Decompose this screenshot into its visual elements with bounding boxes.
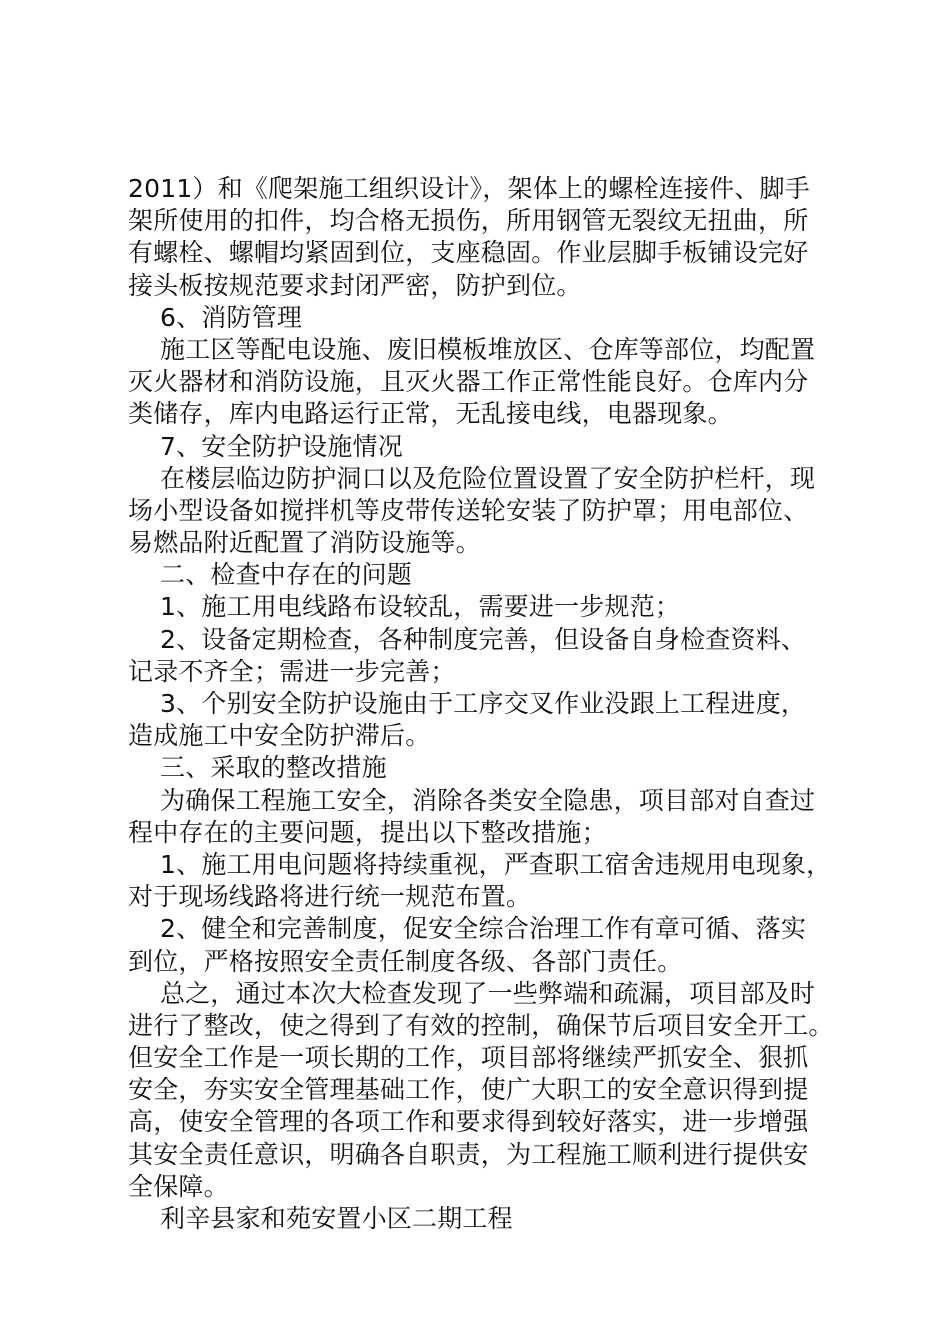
- text-line: 记录不齐全；需进一步完善；: [128, 656, 456, 686]
- text-line: 在楼层临边防护洞口以及危险位置设置了安全防护栏杆，现: [160, 463, 816, 493]
- text-line: 到位，严格按照安全责任制度各级、各部门责任。: [128, 946, 683, 976]
- text-line: 场小型设备如搅拌机等皮带传送轮安装了防护罩；用电部位、: [128, 495, 809, 525]
- text-line: 6、消防管理: [160, 302, 303, 332]
- text-line: 但安全工作是一项长期的工作，项目部将继续严抓安全、狠抓: [128, 1043, 809, 1073]
- text-line: 类储存，库内电路运行正常，无乱接电线，电器现象。: [128, 399, 733, 429]
- text-line: 接头板按规范要求封闭严密，防护到位。: [128, 270, 582, 300]
- text-line: 有螺栓、螺帽均紧固到位，支座稳固。作业层脚手板铺设完好: [128, 238, 809, 268]
- text-line: 施工区等配电设施、废旧模板堆放区、仓库等部位，均配置: [160, 334, 816, 364]
- text-line: 其安全责任意识，明确各自职责，为工程施工顺利进行提供安: [128, 1139, 809, 1169]
- text-line: 利辛县家和苑安置小区二期工程: [160, 1204, 513, 1233]
- text-line: 架所使用的扣件，均合格无损伤，所用钢管无裂纹无扭曲，所: [128, 206, 809, 236]
- text-line: 为确保工程施工安全，消除各类安全隐患，项目部对自查过: [160, 785, 816, 815]
- text-line: 进行了整改，使之得到了有效的控制，确保节后项目安全开工。: [128, 1010, 834, 1040]
- text-line: 灭火器材和消防设施，且灭火器工作正常性能良好。仓库内分: [128, 367, 809, 397]
- text-line: 2、健全和完善制度，促安全综合治理工作有章可循、落实: [160, 914, 807, 944]
- text-line: 三、采取的整改措施: [160, 753, 387, 783]
- text-line: 易燃品附近配置了消防设施等。: [128, 528, 481, 558]
- text-line: 二、检查中存在的问题: [160, 560, 413, 590]
- text-line: 全保障。: [128, 1171, 229, 1201]
- text-line: 2011）和《爬架施工组织设计》，架体上的螺栓连接件、脚手: [128, 174, 810, 203]
- text-line: 高，使安全管理的各项工作和要求得到较好落实，进一步增强: [128, 1107, 809, 1137]
- text-line: 造成施工中安全防护滞后。: [128, 721, 431, 751]
- text-line: 对于现场线路将进行统一规范布置。: [128, 882, 532, 912]
- text-line: 程中存在的主要问题，提出以下整改措施；: [128, 817, 607, 847]
- document-body: [128, 173, 838, 1235]
- text-line: 2、设备定期检查，各种制度完善，但设备自身检查资料、: [160, 624, 807, 654]
- text-line: 1、施工用电问题将持续重视，严查职工宿舍违规用电现象，: [160, 849, 832, 879]
- text-line: 1、施工用电线路布设较乱，需要进一步规范；: [160, 592, 681, 622]
- text-line: 安全，夯实安全管理基础工作，使广大职工的安全意识得到提: [128, 1075, 809, 1105]
- text-line: 总之，通过本次大检查发现了一些弊端和疏漏，项目部及时: [160, 978, 816, 1008]
- text-line: 3、个别安全防护设施由于工序交叉作业没跟上工程进度，: [160, 689, 807, 718]
- text-line: 7、安全防护设施情况: [160, 431, 403, 461]
